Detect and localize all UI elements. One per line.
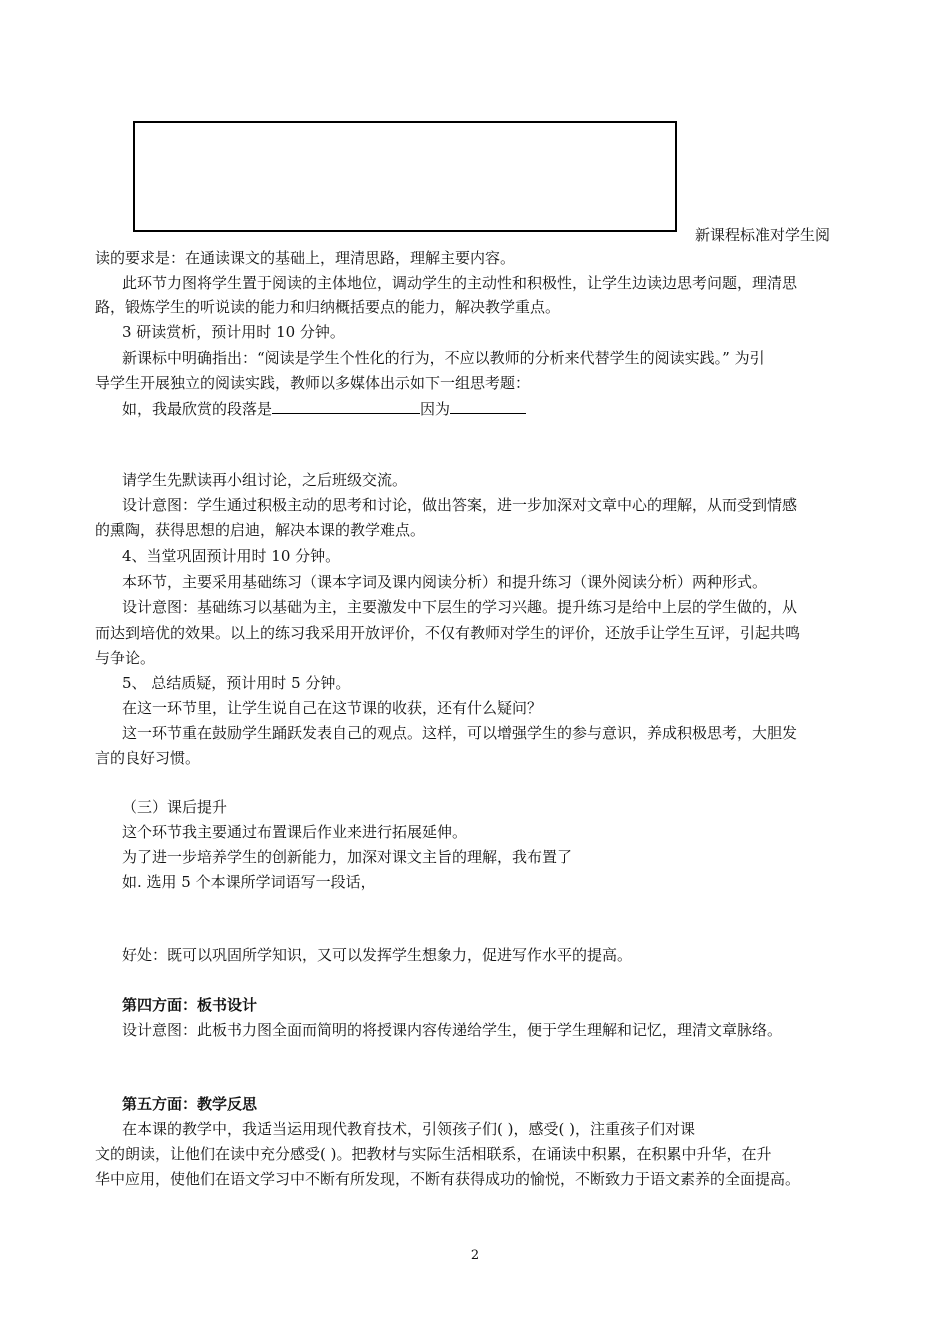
para2-line-1: 新课标中明确指出：“阅读是学生个性化的行为，不应以教师的分析来代替学生的阅读实践。” 为引 <box>122 349 765 367</box>
step5-desc: 在这一环节里，让学生说自己在这节课的收获，还有什么疑问？ <box>122 699 543 717</box>
part5-line-3: 华中应用，使他们在语文学习中不断有所发现，不断有获得成功的愉悦，不断致力于语文素养的全面提高。 <box>95 1170 801 1188</box>
benefit-text: 好处：既可以巩固所学知识，又可以发挥学生想象力，促进写作水平的提高。 <box>122 946 633 964</box>
section3-line-1: 这个环节我主要通过布置课后作业来进行拓展延伸。 <box>122 823 468 841</box>
requirement-text: 读的要求是：在通读课文的基础上，理清思路，理解主要内容。 <box>95 249 516 267</box>
step3-heading: 3 研读赏析，预计用时 10 分钟。 <box>122 323 345 341</box>
page-number: 2 <box>470 1248 480 1263</box>
step4-heading: 4、当堂巩固预计用时 10 分钟。 <box>122 547 341 565</box>
discuss-text: 请学生先默读再小组讨论，之后班级交流。 <box>122 471 408 489</box>
blank-frame <box>133 121 677 232</box>
encourage-line-1: 这一环节重在鼓励学生踊跃发表自己的观点。这样，可以增强学生的参与意识，养成积极思考，大胆发 <box>122 724 798 742</box>
answer-blank-2[interactable] <box>450 397 526 414</box>
box-side-text: 新课程标准对学生阅 <box>695 226 831 244</box>
intent2-line-2: 而达到培优的效果。以上的练习我采用开放评价，不仅有教师对学生的评价，还放手让学生互评，引起共鸣 <box>95 624 801 642</box>
step4-desc: 本环节，主要采用基础练习（课本字词及课内阅读分析）和提升练习（课外阅读分析）两种形式。 <box>122 573 768 591</box>
section3-line-2: 为了进一步培养学生的创新能力，加深对课文主旨的理解，我布置了 <box>122 848 573 866</box>
encourage-line-2: 言的良好习惯。 <box>95 749 201 767</box>
intent1-line-1: 设计意图：学生通过积极主动的思考和讨论，做出答案，进一步加深对文章中心的理解，从而受到情感 <box>122 496 798 514</box>
section3-line-3: 如. 选用 5 个本课所学词语写一段话， <box>122 873 376 891</box>
part4-text: 设计意图：此板书力图全面而简明的将授课内容传递给学生，便于学生理解和记忆，理清文章脉络。 <box>122 1021 783 1039</box>
intent1-line-2: 的熏陶，获得思想的启迪，解决本课的教学难点。 <box>95 521 426 539</box>
part5-title: 第五方面：教学反思 <box>122 1095 258 1113</box>
step5-heading: 5、 总结质疑，预计用时 5 分钟。 <box>122 674 351 692</box>
intent2-line-1: 设计意图：基础练习以基础为主，主要激发中下层生的学习兴趣。提升练习是给中上层的学生做的，从 <box>122 598 798 616</box>
part4-title: 第四方面：板书设计 <box>122 996 258 1014</box>
section3-title: （三）课后提升 <box>122 798 228 816</box>
para1-line-2: 路，锻炼学生的听说读的能力和归纳概括要点的能力，解决教学重点。 <box>95 298 561 316</box>
fill-middle: 因为 <box>420 400 451 418</box>
fill-in-line <box>122 397 526 420</box>
para2-line-2: 导学生开展独立的阅读实践，教师以多媒体出示如下一组思考题： <box>95 374 531 392</box>
answer-blank-1[interactable] <box>272 397 420 414</box>
fill-prefix: 如，我最欣赏的段落是 <box>122 400 273 418</box>
para1-line-1: 此环节力图将学生置于阅读的主体地位，调动学生的主动性和积极性，让学生边读边思考问题，理清思 <box>122 274 798 292</box>
intent2-line-3: 与争论。 <box>95 649 156 667</box>
part5-line-2: 文的朗读，让他们在读中充分感受( )。把教材与实际生活相联系，在诵读中积累，在积累中升华，在升 <box>95 1145 772 1163</box>
part5-line-1: 在本课的教学中，我适当运用现代教育技术，引领孩子们( )，感受( )，注重孩子们对课 <box>122 1120 695 1138</box>
